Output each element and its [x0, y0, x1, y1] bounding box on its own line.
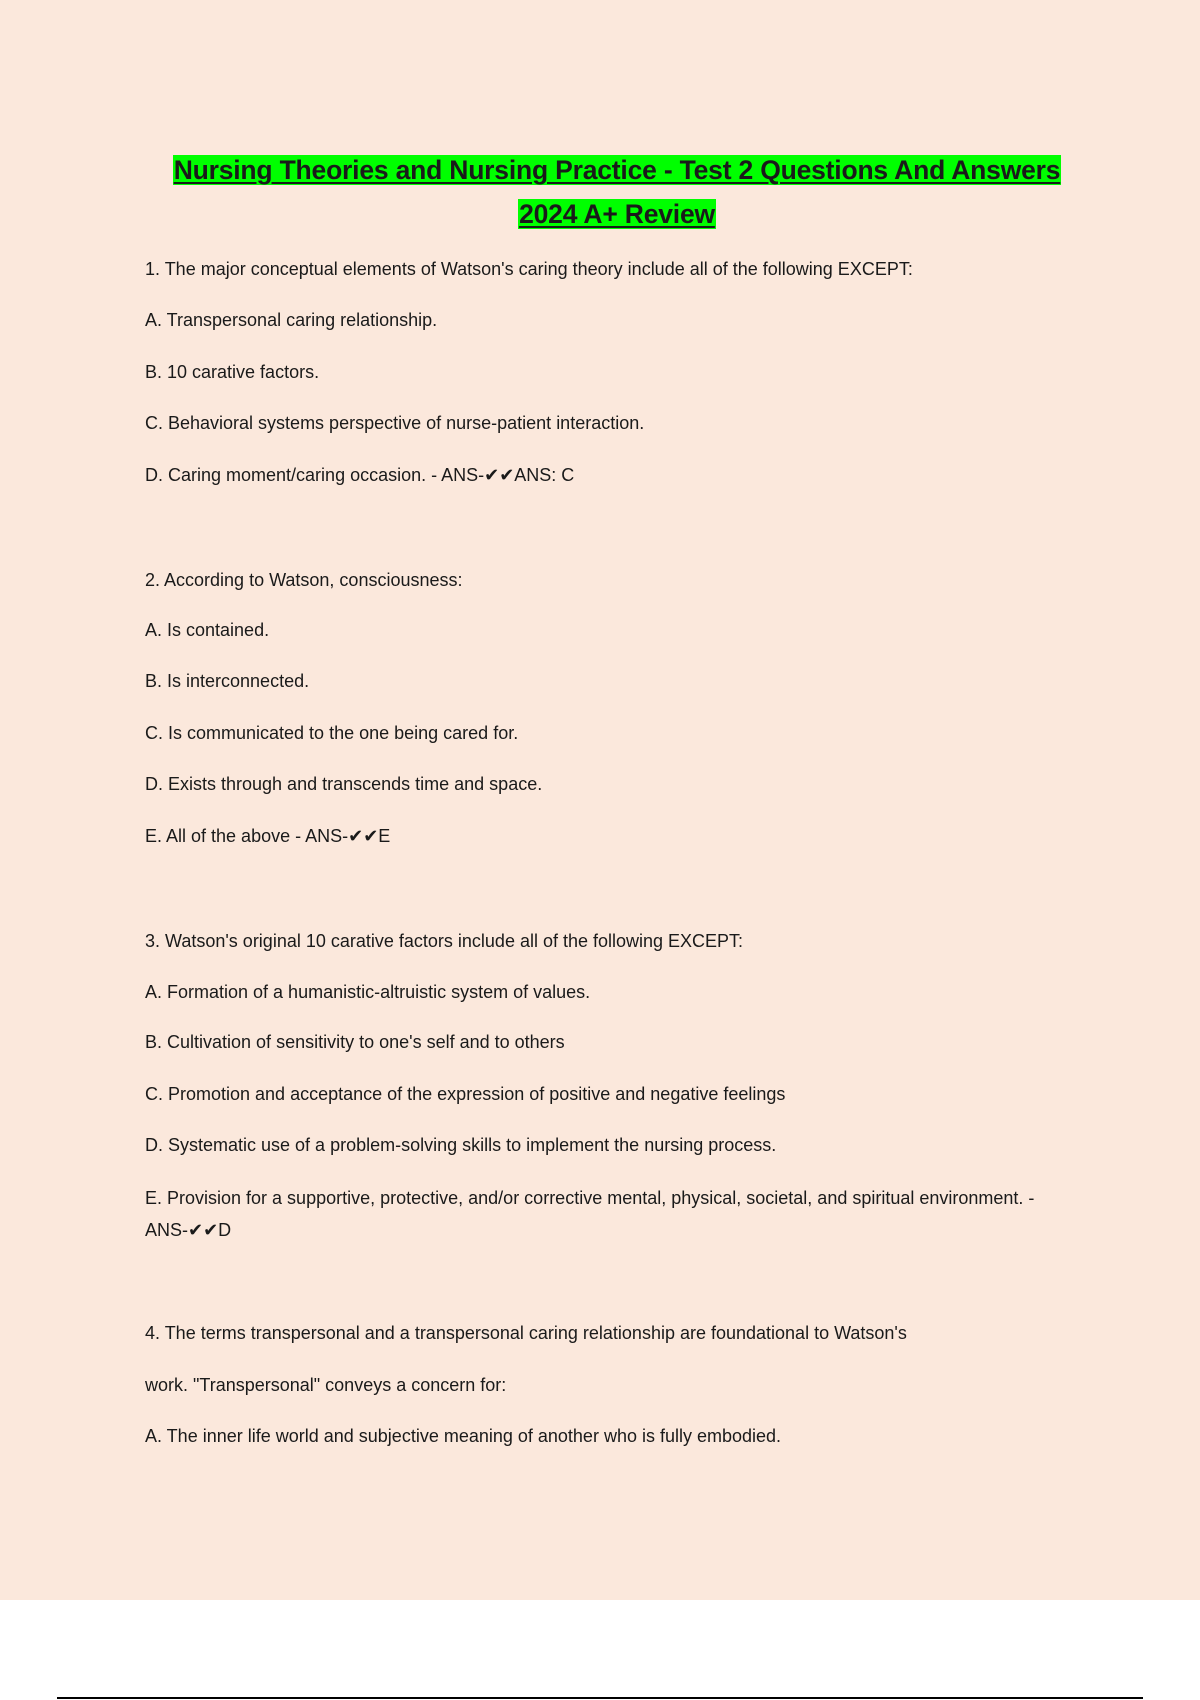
question-3-option-a: A. Formation of a humanistic-altruistic system of values.: [145, 982, 591, 1002]
question-2-stem: 2. According to Watson, consciousness:: [145, 570, 463, 590]
question-2-option-a: A. Is contained.: [145, 620, 270, 640]
document-title: [0, 148, 1200, 236]
question-1-stem: 1. The major conceptual elements of Watson's caring theory include all of the following EXCEPT:: [145, 259, 913, 279]
title-line-1: Nursing Theories and Nursing Practice - Test 2 Questions And Answers: [173, 155, 1061, 185]
question-2-option-d: D. Exists through and transcends time and space.: [145, 774, 543, 794]
page-divider: [57, 1697, 1143, 1699]
question-3-option-d: D. Systematic use of a problem-solving skills to implement the nursing process.: [145, 1135, 777, 1155]
question-3-option-b: B. Cultivation of sensitivity to one's self and to others: [145, 1032, 565, 1052]
question-3-option-e: E. Provision for a supportive, protective, and/or corrective mental, physical, societal, and spiritual environment. - ANS-✔✔D: [145, 1188, 1035, 1240]
question-4-stem-line-1: 4. The terms transpersonal and a transpersonal caring relationship are foundational to Watson's: [145, 1323, 907, 1343]
title-line-2: 2024 A+ Review: [519, 199, 715, 229]
question-4-option-a: A. The inner life world and subjective meaning of another who is fully embodied.: [145, 1426, 782, 1446]
question-1-option-c: C. Behavioral systems perspective of nurse-patient interaction.: [145, 413, 645, 433]
question-2-option-e: E. All of the above - ANS-✔✔E: [145, 826, 391, 846]
question-2-option-c: C. Is communicated to the one being cared for.: [145, 723, 519, 743]
question-1-option-a: A. Transpersonal caring relationship.: [145, 310, 438, 330]
question-1-option-d: D. Caring moment/caring occasion. - ANS-✔✔ANS: C: [145, 465, 575, 485]
question-3-option-c: C. Promotion and acceptance of the expression of positive and negative feelings: [145, 1084, 786, 1104]
question-1-option-b: B. 10 carative factors.: [145, 362, 320, 382]
question-2-option-b: B. Is interconnected.: [145, 671, 310, 691]
question-4-stem-line-2: work. "Transpersonal" conveys a concern for:: [145, 1375, 507, 1395]
question-3-stem: 3. Watson's original 10 carative factors include all of the following EXCEPT:: [145, 931, 744, 951]
